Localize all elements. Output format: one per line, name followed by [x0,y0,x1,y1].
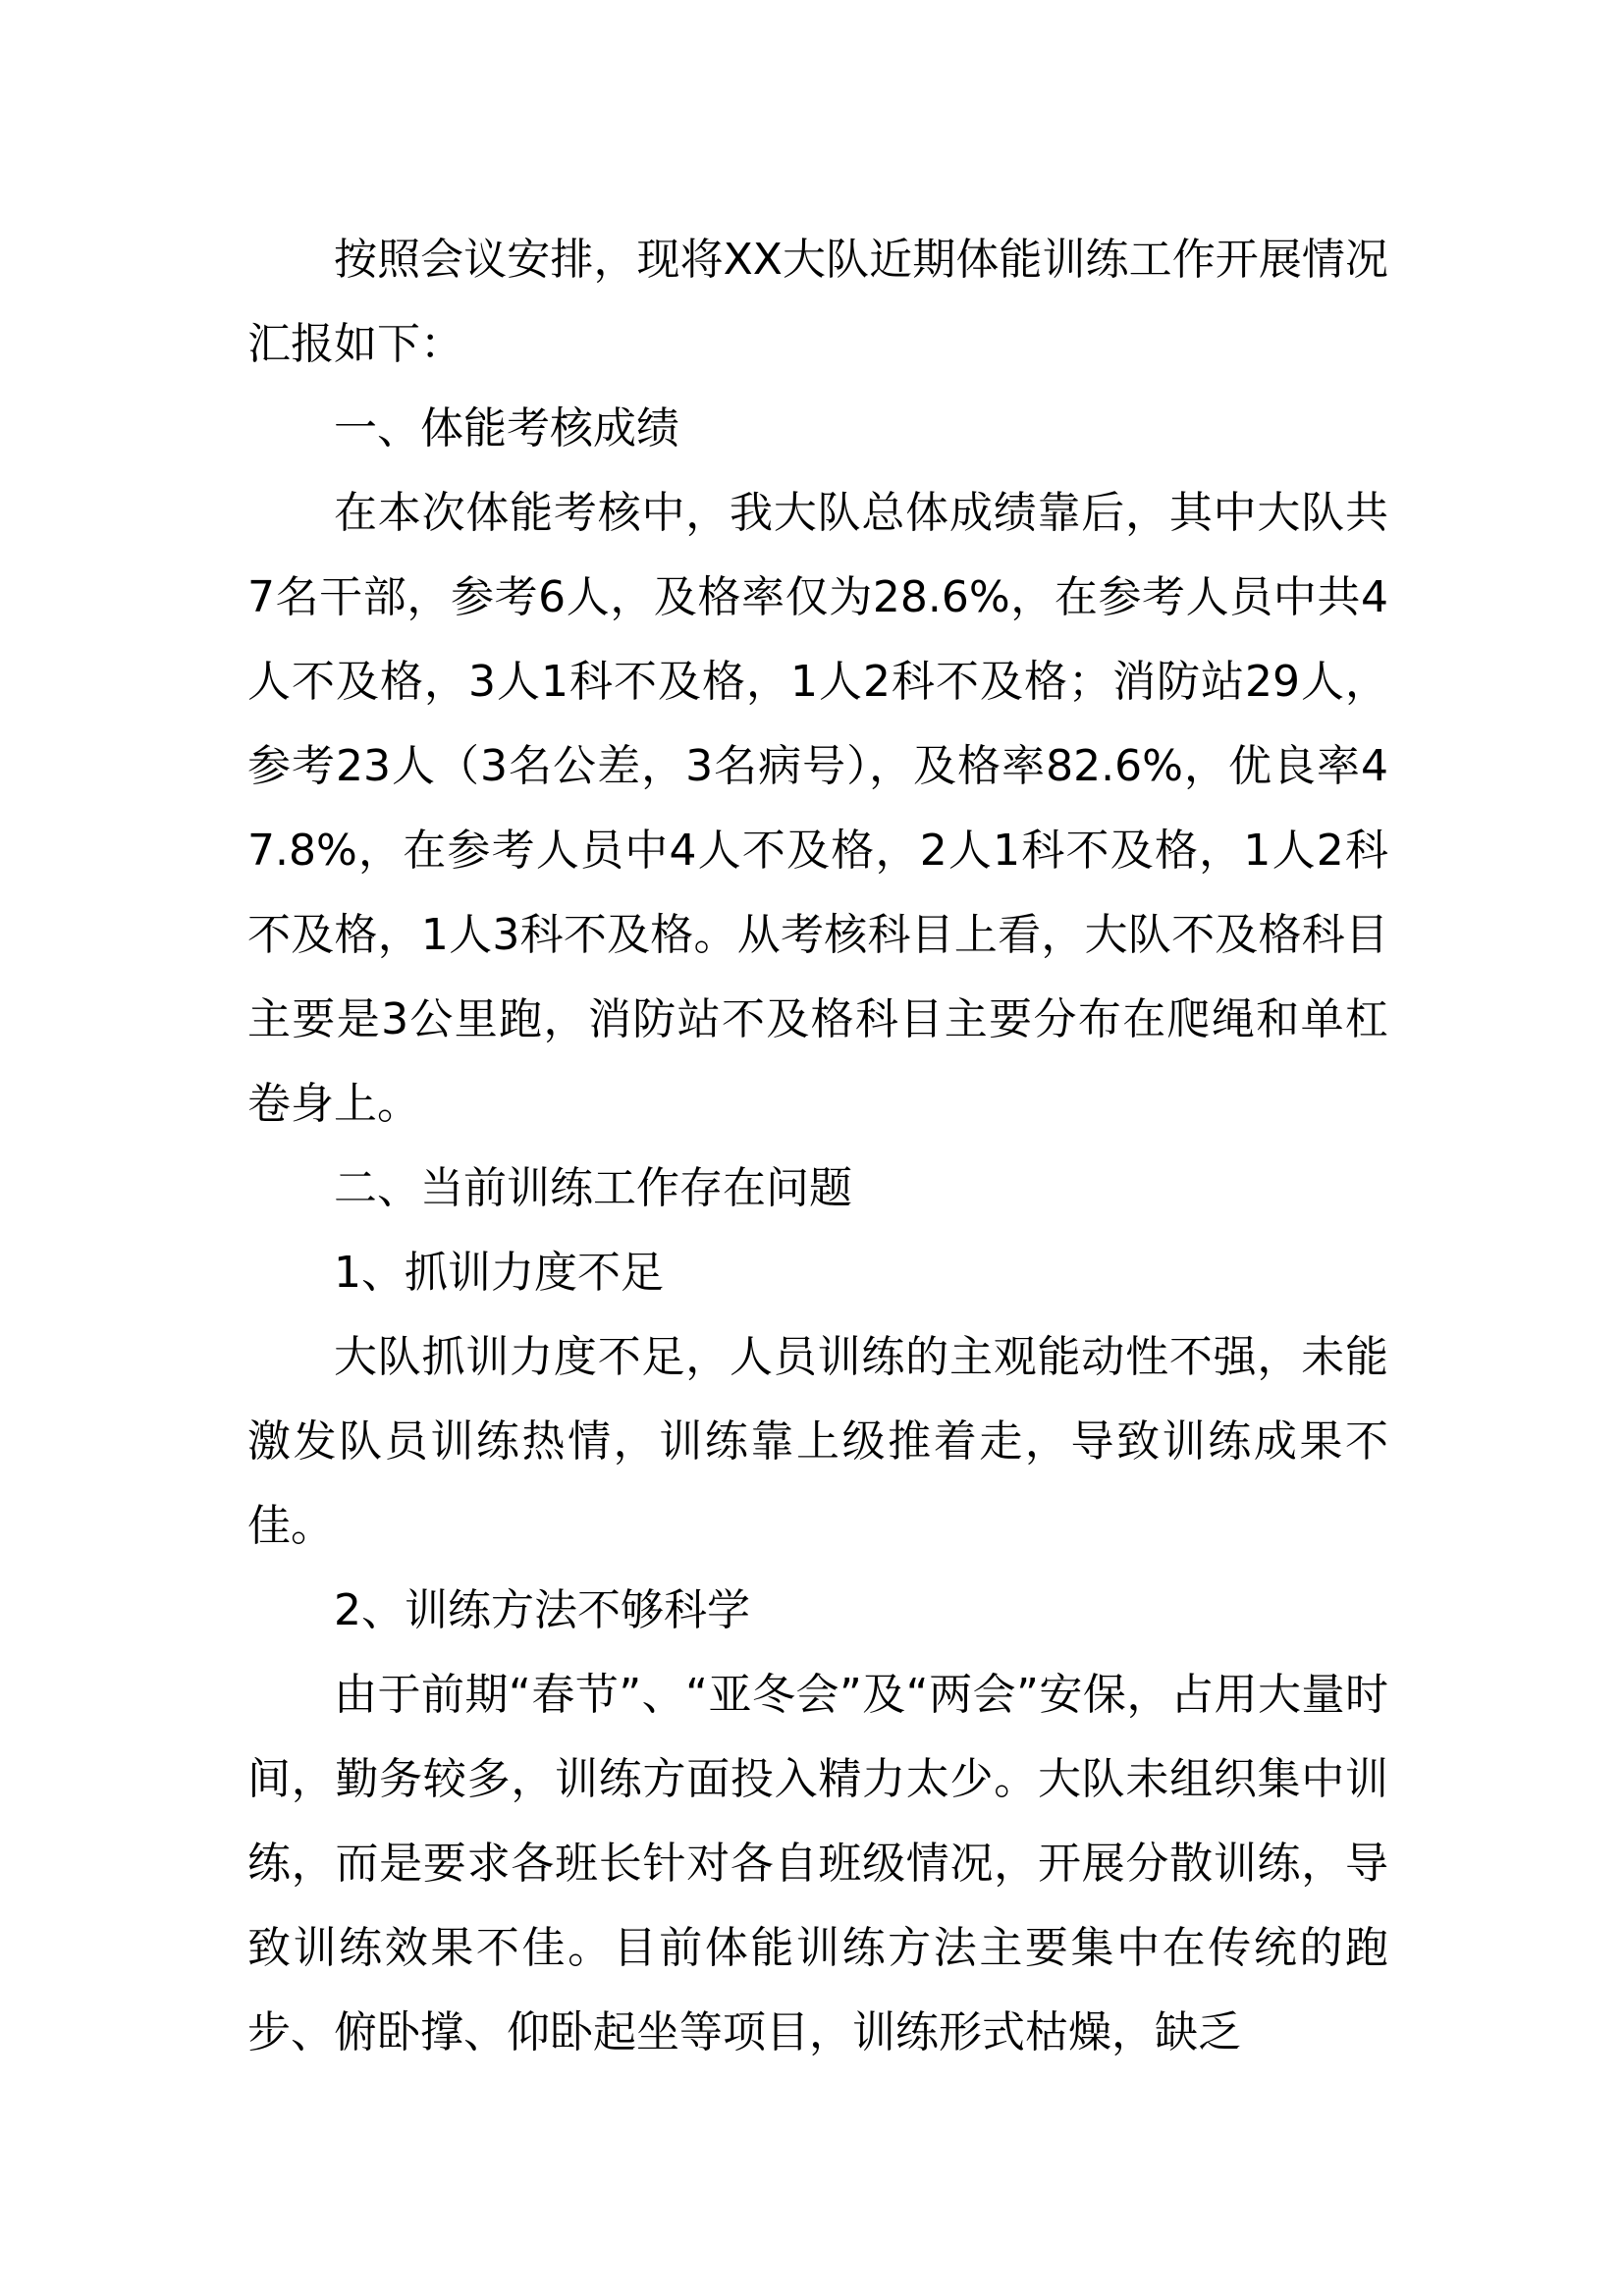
section-heading-2: 二、当前训练工作存在问题 [334,1163,852,1213]
document-body [247,218,1388,2075]
training-method-paragraph: 由于前期“春节”、“亚冬会”及“两会”安保，占用大量时间，勤务较多，训练方面投入精力太少。大队未组织集中训练，而是要求各班长针对各自班级情况，开展分散训练，导致训练效果不佳。目前体能训练方法主要集中在传统的跑步、俯卧撑、仰卧起坐等项目，训练形式枯燥，缺乏 [247,1670,1388,2057]
subheading-1: 1、抓训力度不足 [334,1248,664,1298]
intro-paragraph: 按照会议安排，现将XX大队近期体能训练工作开展情况汇报如下： [247,235,1388,369]
assessment-results-paragraph: 在本次体能考核中，我大队总体成绩靠后，其中大队共7名干部，参考6人，及格率仅为28.6%，在参考人员中共4人不及格，3人1科不及格，1人2科不及格；消防站29人，参考23人（3名公差，3名病号），及格率82.6%，优良率47.8%，在参考人员中4人不及格，2人1科不及格，1人2科不及格，1人3科不及格。从考核科目上看，大队不及格科目主要是3公里跑，消防站不及格科目主要分布在爬绳和单杠卷身上。 [247,488,1388,1129]
subheading-2: 2、训练方法不够科学 [334,1585,750,1635]
section-heading-1: 一、体能考核成绩 [334,403,679,454]
training-intensity-paragraph: 大队抓训力度不足，人员训练的主观能动性不强，未能激发队员训练热情，训练靠上级推着走，导致训练成果不佳。 [247,1332,1388,1551]
